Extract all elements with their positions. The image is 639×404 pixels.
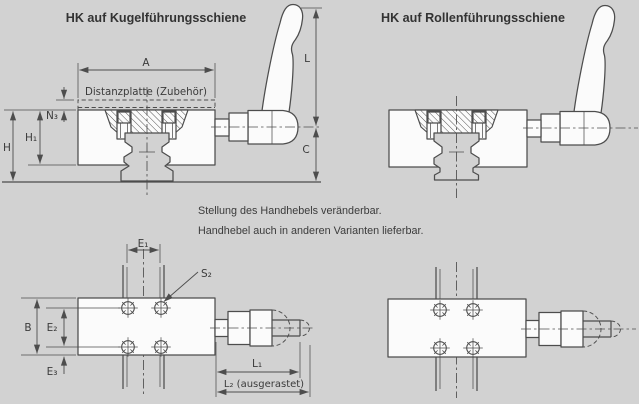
dimension-n3 (46, 87, 74, 122)
diagram-section-roller-rail (381, 6, 638, 199)
callout-s2 (164, 268, 212, 302)
note-line-1: Stellung des Handhebels veränderbar. (198, 205, 382, 217)
dim-label-h1: H₁ (24, 132, 38, 144)
clamping-lever (215, 5, 303, 145)
dimension-h (3, 110, 76, 181)
dim-label-l2: L₂ (ausgerastet) (223, 379, 305, 390)
clamping-lever (527, 6, 615, 146)
dim-label-c: C (302, 144, 310, 156)
dimension-l (301, 8, 322, 126)
dim-label-s2: S₂ (201, 268, 212, 280)
dim-label-l1: L₁ (251, 358, 263, 370)
distance-plate (78, 100, 215, 110)
dim-label-e3: E₃ (46, 366, 58, 378)
clamp-body-plan (78, 298, 215, 355)
diagram-plan-plain (388, 262, 636, 398)
title-ball-rail: HK auf Kugelführungsschiene (65, 11, 247, 25)
distance-plate-label: Distanzplatte (Zubehör) (84, 87, 208, 98)
clamp-body-plan (388, 299, 526, 357)
dim-label-b: B (24, 322, 32, 334)
diagram-plan-dimensioned (21, 238, 313, 397)
dim-label-l: L (304, 53, 310, 65)
dim-label-e1: E₁ (137, 238, 149, 250)
dimension-c (302, 129, 316, 181)
diagram-section-ball-rail (2, 5, 322, 197)
dim-label-h: H (3, 142, 11, 154)
notes (198, 205, 424, 237)
dimension-e3 (47, 357, 64, 378)
dimension-l2 (218, 345, 311, 397)
note-line-2: Handhebel auch in anderen Varianten lieferbar. (198, 225, 424, 237)
dim-label-n3: N₃ (45, 110, 59, 122)
title-roller-rail: HK auf Rollenführungsschiene (380, 11, 566, 25)
dim-label-e2: E₂ (46, 322, 58, 334)
dim-label-a: A (142, 57, 150, 69)
